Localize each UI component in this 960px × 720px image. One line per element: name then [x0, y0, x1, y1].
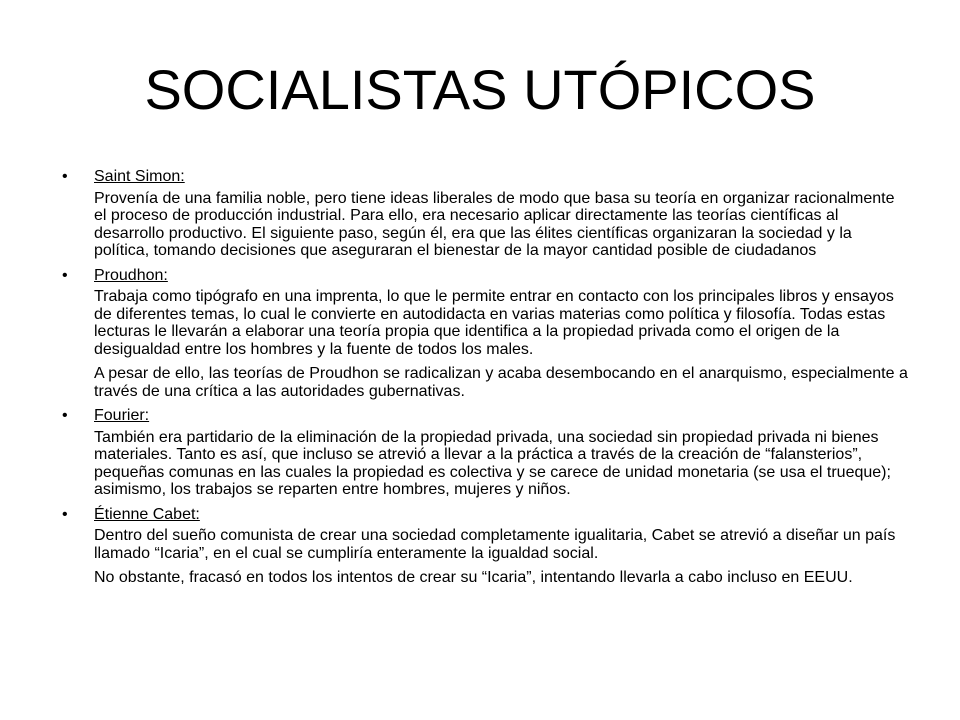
- section-saint-simon: [60, 168, 910, 260]
- section-heading: Proudhon:: [94, 266, 168, 284]
- section-paragraph: A pesar de ello, las teorías de Proudhon se radicalizan y acaba desembocando en el anarquismo, especialmente a través de una crítica a las autoridades gubernativas.: [94, 365, 908, 400]
- bullet-item: [60, 267, 910, 285]
- bullet-icon: •: [62, 505, 68, 523]
- section-paragraph: También era partidario de la eliminación de la propiedad privada, una sociedad sin propiedad privada ni bienes materiales. Tanto es así, que incluso se atrevió a llevar a la práctica a través de la creación de “falansterios”, pequeñas comunas en las cuales la propiedad es colectiva y se carece de unidad monetaria (se usa el trueque); asimismo, los trabajos se reparten entre hombres, mujeres y niños.: [94, 428, 891, 498]
- section-paragraph: Dentro del sueño comunista de crear una sociedad completamente igualitaria, Cabet se atrevió a diseñar un país llamado “Icaria”, en el cual se cumpliría enteramente la igualdad social.: [94, 527, 896, 562]
- bullet-icon: •: [62, 266, 68, 284]
- slide-content: [60, 168, 910, 594]
- section-paragraph: No obstante, fracasó en todos los intentos de crear su “Icaria”, intentando llevarla a cabo incluso en EEUU.: [94, 569, 853, 586]
- section-heading: Saint Simon:: [94, 168, 185, 185]
- bullet-item: [60, 168, 910, 186]
- bullet-item: [60, 407, 910, 425]
- section-heading: Étienne Cabet:: [94, 505, 200, 523]
- bullet-item: [60, 506, 910, 524]
- slide-title: SOCIALISTAS UTÓPICOS: [144, 58, 816, 121]
- section-heading: Fourier:: [94, 407, 150, 424]
- bullet-icon: •: [62, 407, 68, 424]
- section-paragraph: Trabaja como tipógrafo en una imprenta, lo que le permite entrar en contacto con los principales libros y ensayos de diferentes temas, lo cual le convierte en autodidacta en varias materias como política y filosofía. Todas estas lecturas le llevarán a elaborar una teoría propia que identifica a la propiedad privada como el origen de la desigualdad entre los hombres y la fuente de todos los males.: [94, 288, 894, 358]
- section-paragraph: Provenía de una familia noble, pero tiene ideas liberales de modo que basa su teoría en organizar racionalmente el proceso de producción industrial. Para ello, era necesario aplicar directamente las teorías científicas al desarrollo productivo. El siguiente paso, según él, era que las élites científicas organizaran la sociedad y la política, tomando decisiones que aseguraran el bienestar de la mayor cantidad posible de ciudadanos: [94, 189, 895, 259]
- bullet-icon: •: [62, 168, 68, 185]
- section-fourier: [60, 407, 910, 499]
- section-etienne-cabet: [60, 506, 910, 587]
- section-proudhon: [60, 267, 910, 401]
